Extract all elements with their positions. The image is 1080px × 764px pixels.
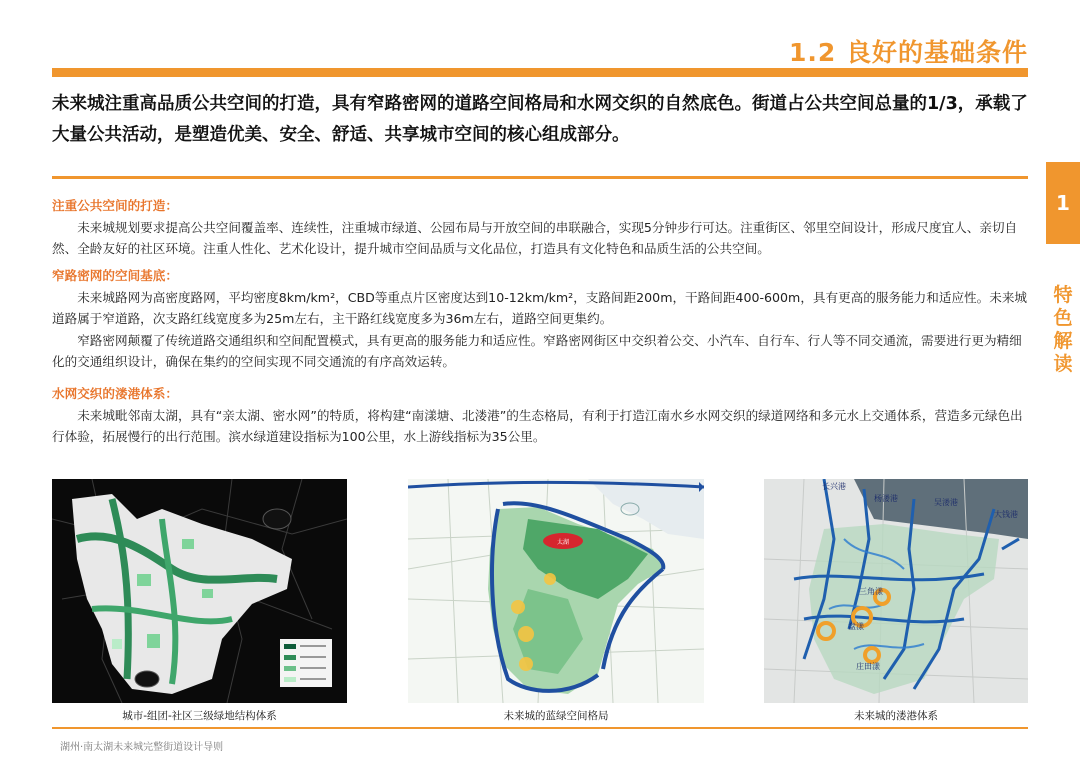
page-title: 1.2 良好的基础条件: [789, 38, 1028, 67]
chapter-tab[interactable]: [1046, 162, 1080, 244]
page-footer: 湖州·南太湖未来城完整街道设计导则: [60, 742, 224, 753]
section-water-network: [52, 383, 1032, 448]
figure-green-structure-map: [52, 479, 347, 703]
figure-blue-green-map: [408, 479, 704, 703]
section-rule: [52, 176, 1028, 179]
map-label-sanjiaoyang: 三角漾: [859, 587, 883, 596]
map-label-changxing: 长兴港: [822, 482, 846, 491]
lead-paragraph: 未来城注重高品质公共空间的打造，具有窄路密网的道路空间格局和水网交织的自然底色。街道占公共空间总量的1/3，承载了大量公共活动，是塑造优美、安全、舒适、共享城市空间的核心组成部分。: [52, 94, 1028, 145]
figure-caption: 未来城的蓝绿空间格局: [503, 710, 609, 722]
title-rule: [52, 68, 1028, 77]
section-public-space: [52, 195, 1032, 260]
map-label-wulou: 吴溇港: [934, 498, 958, 507]
map-label-panyang: 盘漾: [848, 622, 864, 631]
section-paragraph: 窄路密网颠覆了传统道路交通组织和空间配置模式，具有更高的服务能力和适应性。窄路密网街区中交织着公交、小汽车、自行车、行人等不同交通流，需要进行更为精细化的交通组织设计，确保在集约的空间实现不同交通流的有序高效运转。: [52, 332, 1022, 369]
map-label-taihu: 太湖: [556, 539, 570, 546]
section-paragraph: 未来城规划要求提高公共空间覆盖率、连续性，注重城市绿道、公园布局与开放空间的串联融合，实现5分钟步行可达。注重街区、邻里空间设计，形成尺度宜人、亲切自然、全龄友好的社区环境。注重人性化、艺术化设计，提升城市空间品质与文化品位，打造具有文化特色和品质生活的公共空间。: [52, 219, 1018, 256]
chapter-label: 特色解读: [1053, 284, 1073, 375]
section-paragraph: 未来城毗邻南太湖，具有“亲太湖、密水网”的特质，将构建“南漾塘、北溇港”的生态格局，有利于打造江南水乡水网交织的绿道网络和多元水上交通体系，营造多元绿色出行体验，拓展慢行的出行范围。滨水绿道建设指标为100公里，水上游线指标为35公里。: [52, 407, 1023, 444]
figure-caption: 城市-组团-社区三级绿地结构体系: [122, 710, 277, 722]
map-label-zhuangtianyang: 庄田漾: [856, 662, 880, 671]
section-heading: 注重公共空间的打造：: [52, 198, 178, 213]
section-road-network: [52, 265, 1032, 373]
section-heading: 水网交织的溇港体系：: [52, 386, 178, 401]
caption-rule: [52, 727, 1028, 729]
map-label-yanglou: 杨溇港: [874, 494, 898, 503]
map-label-daqian: 大钱港: [994, 510, 1018, 519]
chapter-number: 1: [1056, 191, 1070, 215]
figure-lougang-map: [764, 479, 1028, 703]
section-paragraph: 未来城路网为高密度路网，平均密度8km/km²，CBD等重点片区密度达到10-12km/km²，支路间距200m，干路间距400-600m，具有更高的服务能力和适应性。未来城道路属于窄道路，次支路红线宽度多为25m左右，主干路红线宽度多为36m左右，道路空间更集约。: [52, 289, 1028, 326]
figure-caption: 未来城的溇港体系: [854, 710, 938, 722]
section-heading: 窄路密网的空间基底：: [52, 268, 178, 283]
